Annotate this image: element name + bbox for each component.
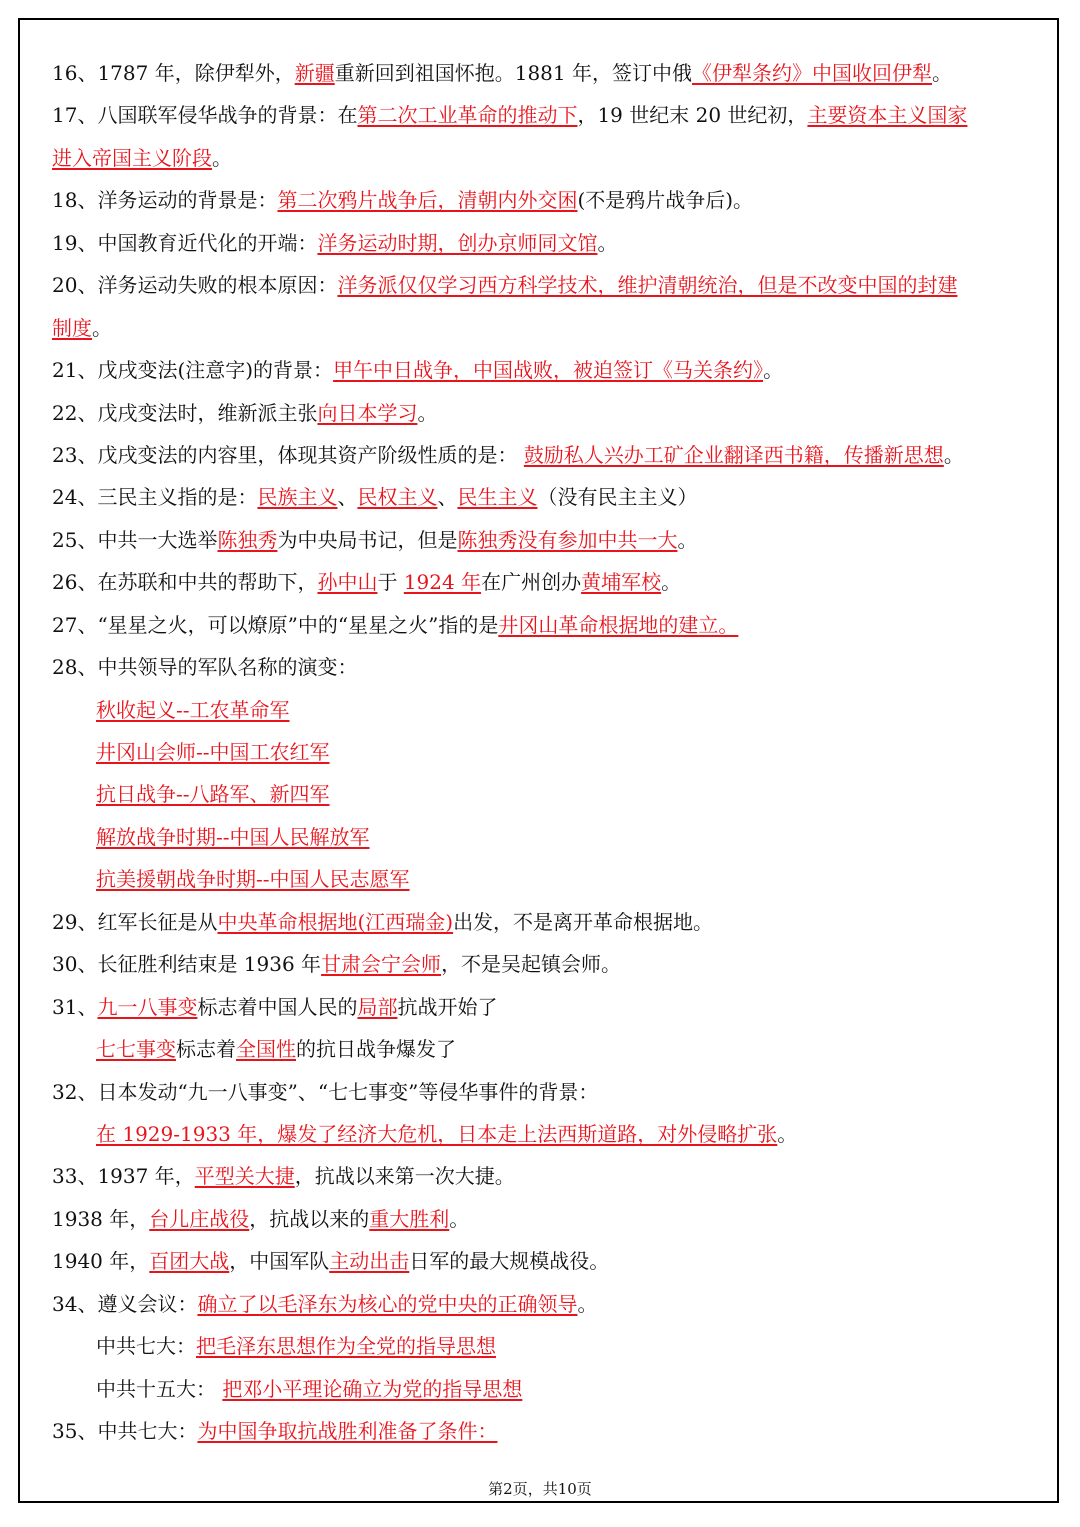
highlighted-answer: 确立了以毛泽东为核心的党中央的正确领导	[197, 1291, 578, 1316]
highlighted-answer: 第二次鸦片战争后，清朝内外交困	[277, 188, 578, 213]
text-line	[52, 1240, 1042, 1282]
text-segment: 20、洋务运动失败的根本原因：	[52, 273, 338, 298]
text-line	[52, 307, 1042, 349]
highlighted-answer: 第二次工业革命的推动下	[357, 103, 578, 128]
text-segment: 27、“星星之火，可以燎原”中的“星星之火”指的是	[52, 612, 499, 637]
text-line	[52, 561, 1042, 603]
text-segment: 21、戊戌变法(注意字)的背景：	[52, 358, 334, 383]
highlighted-answer: 中央革命根据地(江西瑞金)	[217, 909, 454, 934]
text-line	[52, 1368, 1042, 1410]
text-line	[52, 1198, 1042, 1240]
text-segment: 31、	[52, 994, 98, 1019]
text-segment: 为中央局书记，但是	[277, 527, 458, 552]
highlighted-answer: 七七事变	[96, 1037, 176, 1062]
text-segment: 22、戊戌变法时，维新派主张	[52, 400, 318, 425]
text-segment: 。	[777, 1121, 798, 1146]
text-line	[52, 816, 1042, 858]
highlighted-answer: 陈独秀没有参加中共一大	[457, 527, 678, 552]
text-segment: ，抗战以来的	[249, 1206, 370, 1231]
text-line	[52, 519, 1042, 561]
text-line	[52, 731, 1042, 773]
text-segment: 。	[417, 400, 438, 425]
text-segment: 24、三民主义指的是：	[52, 485, 258, 510]
highlighted-answer: 制度	[52, 315, 92, 340]
text-segment: 。	[763, 358, 784, 383]
highlighted-answer: 重大胜利	[369, 1206, 450, 1231]
highlighted-answer: 《伊犁条约》中国收回伊犁	[691, 61, 932, 85]
highlighted-answer: 洋务派仅仅学习西方科学技术，维护清朝统治，但是不改变中国的封建	[337, 273, 958, 298]
text-line	[52, 1155, 1042, 1197]
text-line	[52, 1028, 1042, 1070]
highlighted-answer: 进入帝国主义阶段	[52, 145, 212, 170]
highlighted-answer: 把毛泽东思想作为全党的指导思想	[196, 1334, 496, 1359]
highlighted-answer: 主动出击	[329, 1249, 410, 1274]
text-line	[52, 222, 1042, 264]
highlighted-answer: 抗美援朝战争时期--中国人民志愿军	[96, 867, 410, 892]
text-segment: ，中国军队	[229, 1249, 330, 1274]
text-segment: 标志着	[176, 1037, 236, 1062]
text-segment: 29、红军长征是从	[52, 909, 218, 934]
text-segment: 。	[92, 315, 112, 340]
text-segment: 抗战开始了	[397, 994, 498, 1019]
text-segment: 。	[943, 442, 964, 467]
text-segment: 重新回到祖国怀抱。1881 年，签订中俄	[334, 61, 692, 85]
text-segment: 。	[597, 230, 618, 255]
highlighted-answer: 鼓励私人兴办工矿企业翻译西书籍，传播新思想	[523, 442, 944, 467]
highlighted-answer: 秋收起义--工农革命军	[96, 697, 290, 722]
text-line	[52, 1283, 1042, 1325]
text-line	[52, 986, 1042, 1028]
text-segment: (不是鸦片战争后)。	[577, 188, 754, 213]
text-segment: 17、八国联军侵华战争的背景：在	[52, 103, 358, 128]
highlighted-answer: 甲午中日战争，中国战败，被迫签订《马关条约》	[333, 358, 764, 383]
highlighted-answer: 民权主义	[357, 485, 438, 510]
text-segment: 34、遵义会议：	[52, 1291, 198, 1316]
text-line	[52, 1325, 1042, 1367]
text-line	[52, 773, 1042, 815]
text-line	[52, 264, 1042, 306]
highlighted-answer: 抗日战争--八路军、新四军	[96, 782, 330, 807]
text-segment: 19、中国教育近代化的开端：	[52, 230, 318, 255]
highlighted-answer: 向日本学习	[317, 400, 418, 425]
page-footer: 第2页，共10页	[488, 1480, 592, 1498]
highlighted-answer: 局部	[357, 994, 398, 1019]
text-segment: 在广州创办	[481, 570, 582, 595]
text-segment: 出发，不是离开革命根据地。	[453, 909, 714, 934]
text-line	[52, 392, 1042, 434]
highlighted-answer: 全国性	[236, 1037, 296, 1062]
text-line	[52, 179, 1042, 221]
text-segment: 30、长征胜利结束是 1936 年	[52, 952, 322, 977]
highlighted-answer: 黄埔军校	[581, 570, 662, 595]
highlighted-answer: 甘肃会宁会师	[321, 952, 442, 977]
text-segment: 。	[577, 1291, 598, 1316]
highlighted-answer: 井冈山会师--中国工农红军	[96, 740, 330, 764]
text-line	[52, 434, 1042, 476]
document-body	[52, 52, 1042, 1452]
text-line	[52, 52, 1042, 94]
text-segment: 1940 年，	[52, 1249, 150, 1274]
text-segment: 16、1787 年，除伊犁外，	[52, 61, 295, 85]
text-segment: 于	[377, 570, 404, 595]
highlighted-answer: 1924 年	[403, 570, 482, 595]
text-line	[52, 137, 1042, 179]
text-segment: ，不是吴起镇会师。	[441, 952, 622, 977]
text-segment: 中共十五大：	[96, 1376, 223, 1401]
highlighted-answer: 解放战争时期--中国人民解放军	[96, 824, 370, 849]
text-segment: ，19 世纪末 20 世纪初，	[577, 103, 808, 128]
highlighted-answer: 为中国争取抗战胜利准备了条件：	[197, 1419, 498, 1443]
text-segment: 。	[931, 61, 952, 85]
highlighted-answer: 陈独秀	[217, 527, 278, 552]
text-segment: 。	[449, 1206, 470, 1231]
text-segment: 35、中共七大：	[52, 1419, 198, 1443]
text-segment: 日军的最大规模战役。	[409, 1249, 610, 1274]
highlighted-answer: 民族主义	[257, 485, 338, 510]
highlighted-answer: 民生主义	[457, 485, 538, 510]
highlighted-answer: 主要资本主义国家	[807, 103, 968, 128]
highlighted-answer: 新疆	[294, 61, 335, 85]
text-segment: 18、洋务运动的背景是：	[52, 188, 278, 213]
highlighted-answer: 在 1929-1933 年，爆发了经济大危机，日本走上法西斯道路，对外侵略扩张	[96, 1121, 778, 1146]
text-segment: 32、日本发动“九一八事变”、“七七事变”等侵华事件的背景：	[52, 1079, 599, 1104]
text-line	[52, 1071, 1042, 1113]
highlighted-answer: 百团大战	[149, 1249, 230, 1274]
text-line	[52, 689, 1042, 731]
text-segment: 中共七大：	[96, 1334, 196, 1359]
text-line	[52, 94, 1042, 136]
text-line	[52, 943, 1042, 985]
text-line	[52, 646, 1042, 688]
text-line	[52, 1410, 1042, 1452]
text-line	[52, 476, 1042, 518]
text-segment: 28、中共领导的军队名称的演变：	[52, 655, 358, 680]
highlighted-answer: 井冈山革命根据地的建立。	[498, 612, 739, 637]
text-segment: 标志着中国人民的	[197, 994, 358, 1019]
text-segment: 23、戊戌变法的内容里，体现其资产阶级性质的是：	[52, 442, 524, 467]
text-line	[52, 1113, 1042, 1155]
text-segment: 33、1937 年，	[52, 1164, 195, 1189]
text-segment: 、	[337, 485, 358, 510]
text-segment: （没有民主主义）	[537, 485, 698, 510]
highlighted-answer: 把邓小平理论确立为党的指导思想	[222, 1376, 523, 1401]
text-segment: ，抗战以来第一次大捷。	[294, 1164, 515, 1189]
highlighted-answer: 台儿庄战役	[149, 1206, 250, 1231]
text-segment: 。	[677, 527, 698, 552]
text-segment: 。	[661, 570, 682, 595]
text-line	[52, 858, 1042, 900]
text-segment: 的抗日战争爆发了	[296, 1037, 456, 1062]
text-segment: 。	[212, 145, 232, 170]
text-segment: 1938 年，	[52, 1206, 150, 1231]
highlighted-answer: 洋务运动时期，创办京师同文馆	[317, 230, 598, 255]
text-line	[52, 604, 1042, 646]
text-line	[52, 349, 1042, 391]
text-segment: 、	[437, 485, 458, 510]
text-line	[52, 901, 1042, 943]
text-segment: 25、中共一大选举	[52, 527, 218, 552]
text-segment: 26、在苏联和中共的帮助下，	[52, 570, 318, 595]
highlighted-answer: 九一八事变	[97, 994, 198, 1019]
highlighted-answer: 孙中山	[317, 570, 378, 595]
highlighted-answer: 平型关大捷	[194, 1164, 295, 1189]
